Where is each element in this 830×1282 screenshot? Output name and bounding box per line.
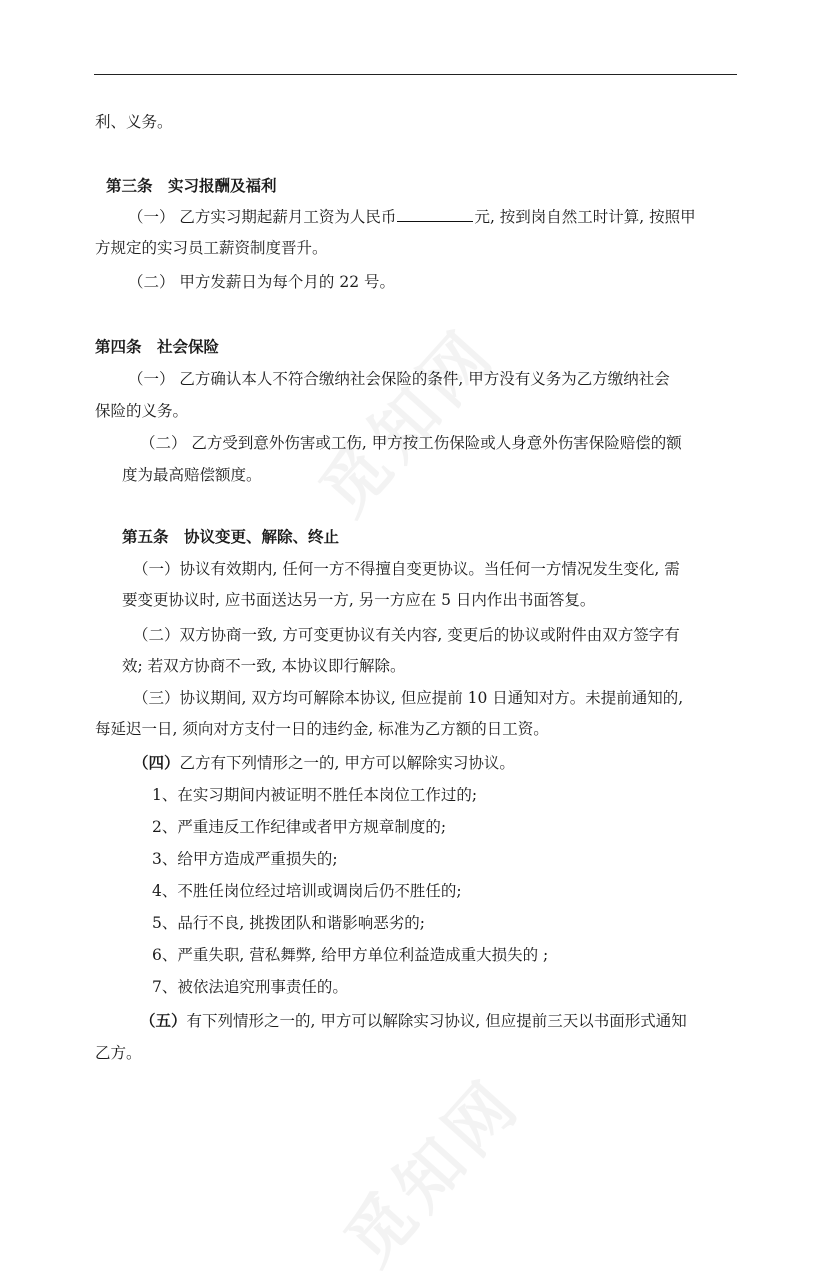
list-item: 2、严重违反工作纪律或者甲方规章制度的;: [152, 818, 447, 836]
paragraph-line: 利、义务。: [95, 113, 173, 131]
paragraph-line: （四）乙方有下列情形之一的, 甲方可以解除实习协议。: [133, 753, 515, 772]
paragraph-line: （一） 乙方确认本人不符合缴纳社会保险的条件, 甲方没有义务为乙方缴纳社会: [128, 370, 670, 388]
article-5-title: 第五条 协议变更、解除、终止: [122, 527, 340, 546]
paragraph-line: 要变更协议时, 应书面送达另一方, 另一方应在 5 日内作出书面答复。: [122, 591, 596, 609]
header-rule: [94, 74, 737, 75]
paragraph-line: （二） 甲方发薪日为每个月的 22 号。: [128, 273, 396, 291]
paragraph-line: （一）协议有效期内, 任何一方不得擅自变更协议。当任何一方情况发生变化, 需: [133, 560, 680, 578]
list-item: 5、品行不良, 挑拨团队和谐影响恶劣的;: [152, 914, 425, 932]
article-4-title: 第四条 社会保险: [95, 337, 220, 356]
paragraph-line: （二）双方协商一致, 方可变更协议有关内容, 变更后的协议或附件由双方签字有: [133, 626, 680, 644]
list-item: 3、给甲方造成严重损失的;: [152, 850, 338, 868]
paragraph-line: （一） 乙方实习期起薪月工资为人民币 元, 按到岗自然工时计算, 按照甲: [128, 208, 696, 226]
paragraph-line: 保险的义务。: [95, 402, 189, 420]
salary-blank: [397, 207, 473, 222]
paragraph-line: （五）有下列情形之一的, 甲方可以解除实习协议, 但应提前三天以书面形式通知: [140, 1011, 687, 1030]
list-item: 7、被依法追究刑事责任的。: [152, 978, 348, 996]
paragraph-line: （三）协议期间, 双方均可解除本协议, 但应提前 10 日通知对方。未提前通知的,: [133, 689, 684, 707]
paragraph-line: 度为最高赔偿额度。: [122, 466, 262, 484]
list-item: 6、严重失职, 营私舞弊, 给甲方单位利益造成重大损失的 ;: [152, 946, 549, 964]
list-item: 4、不胜任岗位经过培训或调岗后仍不胜任的;: [152, 882, 462, 900]
paragraph-line: 乙方。: [95, 1044, 142, 1062]
paragraph-line: （二） 乙方受到意外伤害或工伤, 甲方按工伤保险或人身意外伤害保险赔偿的额: [140, 434, 682, 452]
article-3-title: 第三条 实习报酬及福利: [106, 176, 277, 195]
paragraph-line: 每延迟一日, 须向对方支付一日的违约金, 标准为乙方额的日工资。: [95, 720, 549, 738]
paragraph-line: 效; 若双方协商不一致, 本协议即行解除。: [122, 657, 406, 675]
paragraph-line: 方规定的实习员工薪资制度晋升。: [95, 239, 328, 257]
list-item: 1、在实习期间内被证明不胜任本岗位工作过的;: [152, 786, 478, 804]
